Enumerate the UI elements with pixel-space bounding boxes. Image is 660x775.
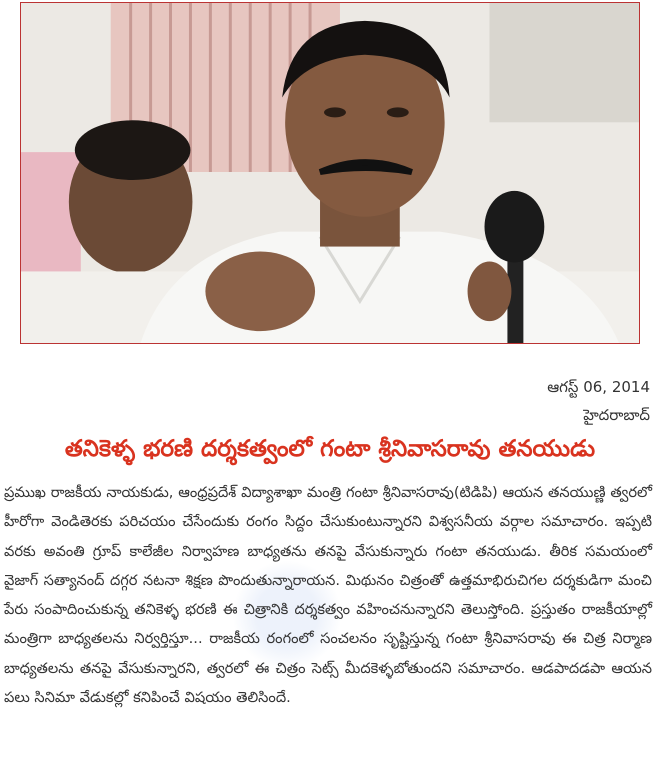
photo-illustration [21, 3, 639, 343]
article-body: ప్రముఖ రాజకీయ నాయకుడు, ఆంధ్రప్రదేశ్ విద్యాశాఖా మంత్రి గంటా శ్రీనివాసరావు(టిడిపి) ఆయన తనయుణ్ణి త్వరలో హీరోగా వెండితెరకు పరిచయం చేసేందుకు రంగం సిద్దం చేసుకుంటున్నారని విశ్వసనీయ వర్గాల సమాచారం. ఇప్పటి వరకు అవంతి గ్రూప్ కాలేజీల నిర్వాహణ బాధ్యతను తనపై వేసుకున్నారు గంటా తనయుడు. తీరిక సమయంలో వైజాగ్ సత్యానంద్ దగ్గర నటనా శిక్షణ పొందుతున్నారాయన. మిథునం చిత్రంతో ఉత్తమాభిరుచిగల దర్శకుడిగా మంచి పేరు సంపాదించుకున్న తనికెళ్ళ భరణి ఈ చిత్రానికి దర్శకత్వం వహించనున్నారని తెలుస్తోంది. ప్రస్తుతం రాజకీయాల్లో మంత్రిగా బాధ్యతలను నిర్వర్తిస్తూ... రాజకీయ రంగంలో సంచలనం సృష్టిస్తున్న గంటా శ్రీనివాసరావు ఈ చిత్ర నిర్మాణ బాధ్యతలను తనపై వేసుకున్నారని, త్వరలో ఈ చిత్రం సెట్స్ మీదకెళ్ళబోతుందని సమాచారం. ఆడపాదడపా ఆయన పలు సినిమా వేడుకల్లో కనిపించే విషయం తెలిసిందే. [4, 484, 652, 707]
article-location: హైదరాబాద్ [583, 406, 650, 424]
article-date: ఆగస్ట్ 06, 2014 [547, 378, 650, 396]
article-photo [20, 2, 640, 344]
article-headline: తనికెళ్ళ భరణి దర్శకత్వంలో గంటా శ్రీనివాసరావు తనయుడు [64, 436, 596, 462]
